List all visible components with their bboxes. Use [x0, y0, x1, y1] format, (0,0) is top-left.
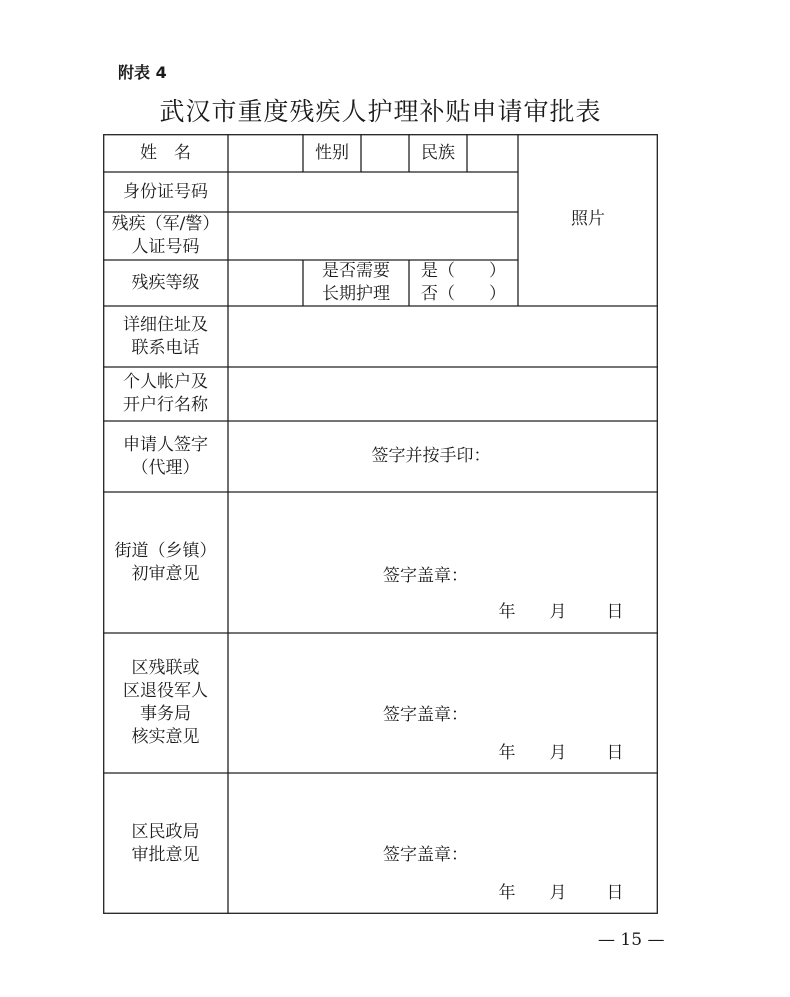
form-title: 武汉市重度残疾人护理补贴申请审批表 [159, 97, 602, 126]
ethnicity-field[interactable] [467, 134, 518, 172]
section-civil-affairs-stamp-prompt: 签字盖章： [383, 844, 468, 865]
section-civil-affairs-field[interactable] [228, 773, 658, 914]
ethnicity-label: 民族 [421, 142, 455, 163]
applicant-sign-field[interactable] [228, 421, 658, 492]
gender-label: 性别 [315, 142, 349, 163]
section-civil-affairs-date-year: 年 [498, 882, 516, 903]
bank-field[interactable] [228, 367, 658, 421]
id-number-label: 身份证号码 [123, 181, 208, 202]
long-term-care-label: 是否需要 长期护理 [322, 261, 390, 304]
section-civil-affairs-label: 区民政局 审批意见 [131, 821, 200, 865]
applicant-sign-prompt: 签字并按手印： [371, 446, 491, 466]
disability-level-field[interactable] [228, 260, 303, 306]
section-street-date-day: 日 [606, 601, 624, 622]
attachment-label: 附表 4 [118, 63, 167, 82]
section-street-date-year: 年 [498, 601, 516, 622]
section-civil-affairs-date-day: 日 [606, 882, 624, 903]
page-number: — 15 — [598, 930, 665, 950]
section-federation-label: 区残联或 区退役军人 事务局 核实意见 [123, 658, 208, 747]
photo-label: 照片 [571, 209, 605, 229]
disability-id-label: 残疾（军/警） 人证号码 [111, 214, 220, 257]
section-federation-stamp-prompt: 签字盖章： [383, 704, 468, 725]
section-street-label: 街道（乡镇） 初审意见 [114, 540, 217, 584]
section-street-field[interactable] [228, 492, 658, 633]
section-federation-date-year: 年 [498, 742, 516, 763]
name-label: 姓 名 [140, 142, 191, 163]
application-form-table [103, 134, 658, 914]
address-field[interactable] [228, 306, 658, 367]
section-federation-date-day: 日 [606, 742, 624, 763]
disability-id-field[interactable] [228, 212, 518, 260]
photo-box[interactable] [518, 134, 658, 306]
applicant-label: 申请人签字 （代理） [123, 434, 208, 478]
long-term-care-yes[interactable]: 是（ ） [421, 261, 506, 281]
section-civil-affairs-date-month: 月 [549, 882, 567, 903]
section-federation-field[interactable] [228, 633, 658, 773]
long-term-care-options [409, 260, 518, 306]
section-street-date-month: 月 [549, 601, 567, 622]
bank-label: 个人帐户及 开户行名称 [123, 372, 208, 415]
long-term-care-no[interactable]: 否（ ） [421, 284, 506, 304]
id-number-field[interactable] [228, 172, 518, 212]
section-federation-date-month: 月 [549, 742, 567, 763]
section-street-stamp-prompt: 签字盖章： [383, 565, 468, 586]
name-field[interactable] [228, 134, 303, 172]
gender-field[interactable] [361, 134, 409, 172]
disability-level-label: 残疾等级 [131, 272, 200, 293]
address-label: 详细住址及 联系电话 [123, 314, 208, 358]
